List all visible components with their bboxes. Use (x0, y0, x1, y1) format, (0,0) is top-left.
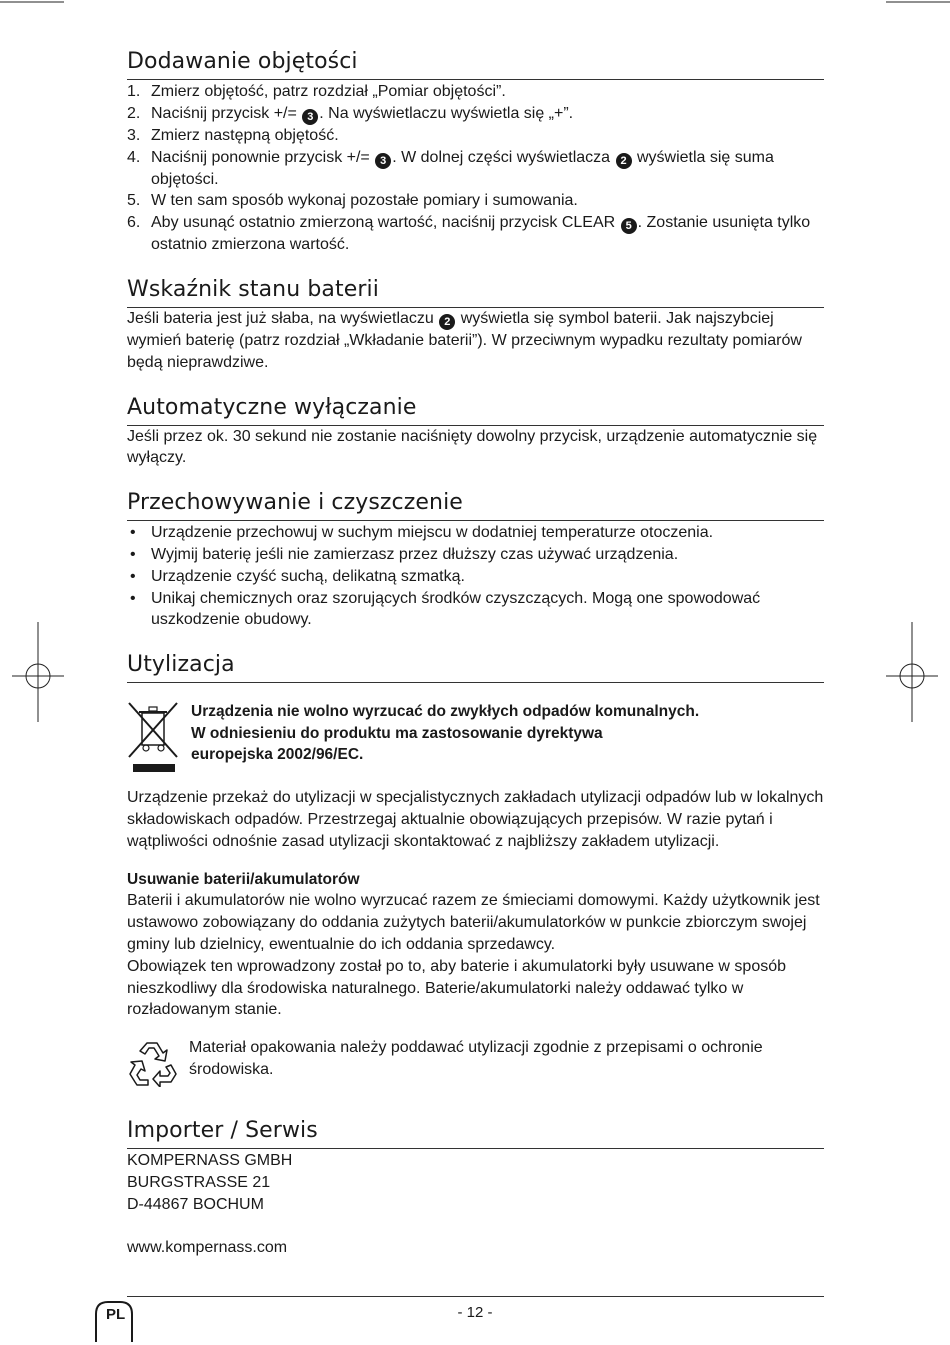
paragraph: Urządzenie przekaż do utylizacji w specjalistycznych zakładach utylizacji odpadów lub w lokalnych składowiskach odpadów. Przestrzegaj aktualnie obowiązujących przepisów. W razie pytań i wątpliwości odnośnie zasad utylizacji skontaktować z najbliższy zakładem utylizacji. (127, 789, 824, 850)
bullet-icon: • (130, 524, 136, 542)
recycling-text: Materiał opakowania należy poddawać utylizacji zgodnie z przepisami o ochronie środowiska. (189, 1039, 763, 1078)
section-adding-volume (127, 48, 824, 256)
section-title: Importer / Serwis (127, 1117, 824, 1149)
section-title: Przechowywanie i czyszczenie (127, 489, 824, 521)
section-storage-cleaning (127, 489, 824, 631)
bullet-icon: • (130, 545, 136, 563)
weee-text (191, 701, 699, 773)
step-text: Zmierz następną objętość. (151, 126, 339, 144)
list-item (127, 147, 824, 191)
list-item (127, 566, 824, 588)
step-text: . Na wyświetlaczu wyświetla się „+”. (319, 104, 574, 122)
section-title: Automatyczne wyłączanie (127, 394, 824, 426)
circled-number-icon: 3 (302, 109, 318, 125)
language-label: PL (106, 1306, 126, 1323)
paragraph: Baterii i akumulatorów nie wolno wyrzucać razem ze śmieciami domowymi. Każdy użytkownik jest ustawowo zobowiązany do oddania zużytych baterii/akumulatorków w punkcie zbiorczym swojej gminy lub dzielnicy, ewentualnie do ich oddania sprzedawcy. (127, 892, 820, 953)
step-text: wyświetla się suma objętości. (151, 148, 774, 188)
registration-mark-left (10, 622, 66, 722)
bullet-list (127, 522, 824, 631)
section-title: Wskaźnik stanu baterii (127, 276, 824, 308)
text: Jeśli bateria jest już słaba, na wyświetlaczu (127, 309, 434, 327)
section-title: Utylizacja (127, 651, 824, 683)
bullet-icon: • (130, 567, 136, 585)
step-text: W ten sam sposób wykonaj pozostałe pomiary i sumowania. (151, 192, 578, 210)
registration-mark-right (884, 622, 940, 722)
step-text: . Zostanie usunięta tylko ostatnio zmierzona wartość. (151, 214, 811, 254)
list-item (127, 103, 824, 125)
item-text: Unikaj chemicznych oraz szorujących środków czyszczących. Mogą one spowodować uszkodzenie obudowy. (151, 589, 761, 629)
circled-number-icon: 3 (375, 153, 391, 169)
section-disposal (127, 651, 824, 1087)
step-number: 5. (127, 192, 141, 210)
paragraph: Obowiązek ten wprowadzony został po to, aby baterie i akumulatorki były usuwane w sposób nieszkodliwy dla środowiska naturalnego. Baterie/akumulatorki należy oddawać tylko w rozładowanym stanie. (127, 957, 787, 1019)
step-text: Aby usunąć ostatnio zmierzoną wartość, naciśnij przycisk CLEAR (151, 214, 616, 232)
section-importer (127, 1117, 824, 1259)
section-battery-indicator (127, 276, 824, 374)
item-text: Urządzenie czyść suchą, delikatną szmatką. (151, 567, 465, 585)
crossed-bin-icon (127, 701, 181, 773)
recycling-icon (127, 1037, 181, 1087)
crop-mark-top-right (886, 0, 950, 6)
weee-line: europejska 2002/96/EC. (191, 746, 364, 764)
crop-mark-top-left (0, 0, 70, 6)
step-number: 4. (127, 148, 141, 166)
text: wyświetla się symbol baterii. Jak najszybciej wymień baterię (patrz rozdział „Wkładanie baterii”). W przeciwnym wypadku rezultaty pomiarów będą nieprawdziwe. (127, 309, 802, 371)
list-item (127, 522, 824, 544)
list-item (127, 125, 824, 147)
list-item (127, 544, 824, 566)
address-line: KOMPERNASS GMBH (127, 1152, 293, 1170)
section-title: Dodawanie objętości (127, 48, 824, 80)
circled-number-icon: 2 (616, 153, 632, 169)
recycling-notice (127, 1037, 824, 1087)
step-text: Zmierz objętość, patrz rozdział „Pomiar objętości”. (151, 83, 506, 100)
item-text: Wyjmij baterię jeśli nie zamierzasz przez dłuższy czas używać urządzenia. (151, 545, 679, 563)
weee-line: W odniesieniu do produktu ma zastosowanie dyrektywa (191, 724, 603, 742)
weee-notice (127, 701, 824, 773)
step-text: . W dolnej części wyświetlacza (392, 148, 611, 166)
list-item (127, 588, 824, 632)
sub-heading: Usuwanie baterii/akumulatorów (127, 870, 360, 888)
circled-number-icon: 5 (621, 218, 637, 234)
list-item (127, 212, 824, 256)
steps-list (127, 81, 824, 256)
bullet-icon: • (130, 589, 136, 607)
list-item (127, 190, 824, 212)
website-link[interactable]: www.kompernass.com (127, 1239, 288, 1257)
step-text: Naciśnij przycisk +/= (151, 104, 297, 122)
address-line: D-44867 BOCHUM (127, 1196, 264, 1214)
address-line: BURGSTRASSE 21 (127, 1174, 271, 1192)
footer-divider (127, 1296, 824, 1297)
step-number: 3. (127, 126, 141, 144)
list-item (127, 81, 824, 103)
page-content (127, 48, 824, 1279)
paragraph: Jeśli przez ok. 30 sekund nie zostanie naciśnięty dowolny przycisk, urządzenie automatycznie się wyłączy. (127, 427, 818, 467)
step-number: 2. (127, 104, 141, 122)
step-number: 6. (127, 214, 141, 232)
item-text: Urządzenie przechowuj w suchym miejscu w dodatniej temperaturze otoczenia. (151, 524, 714, 542)
page-number: - 12 - (457, 1304, 493, 1321)
weee-line: Urządzenia nie wolno wyrzucać do zwykłych odpadów komunalnych. (191, 703, 700, 721)
section-auto-off (127, 394, 824, 470)
step-number: 1. (127, 83, 141, 100)
step-text: Naciśnij ponownie przycisk +/= (151, 148, 370, 166)
circled-number-icon: 2 (439, 314, 455, 330)
paragraph (127, 308, 824, 374)
